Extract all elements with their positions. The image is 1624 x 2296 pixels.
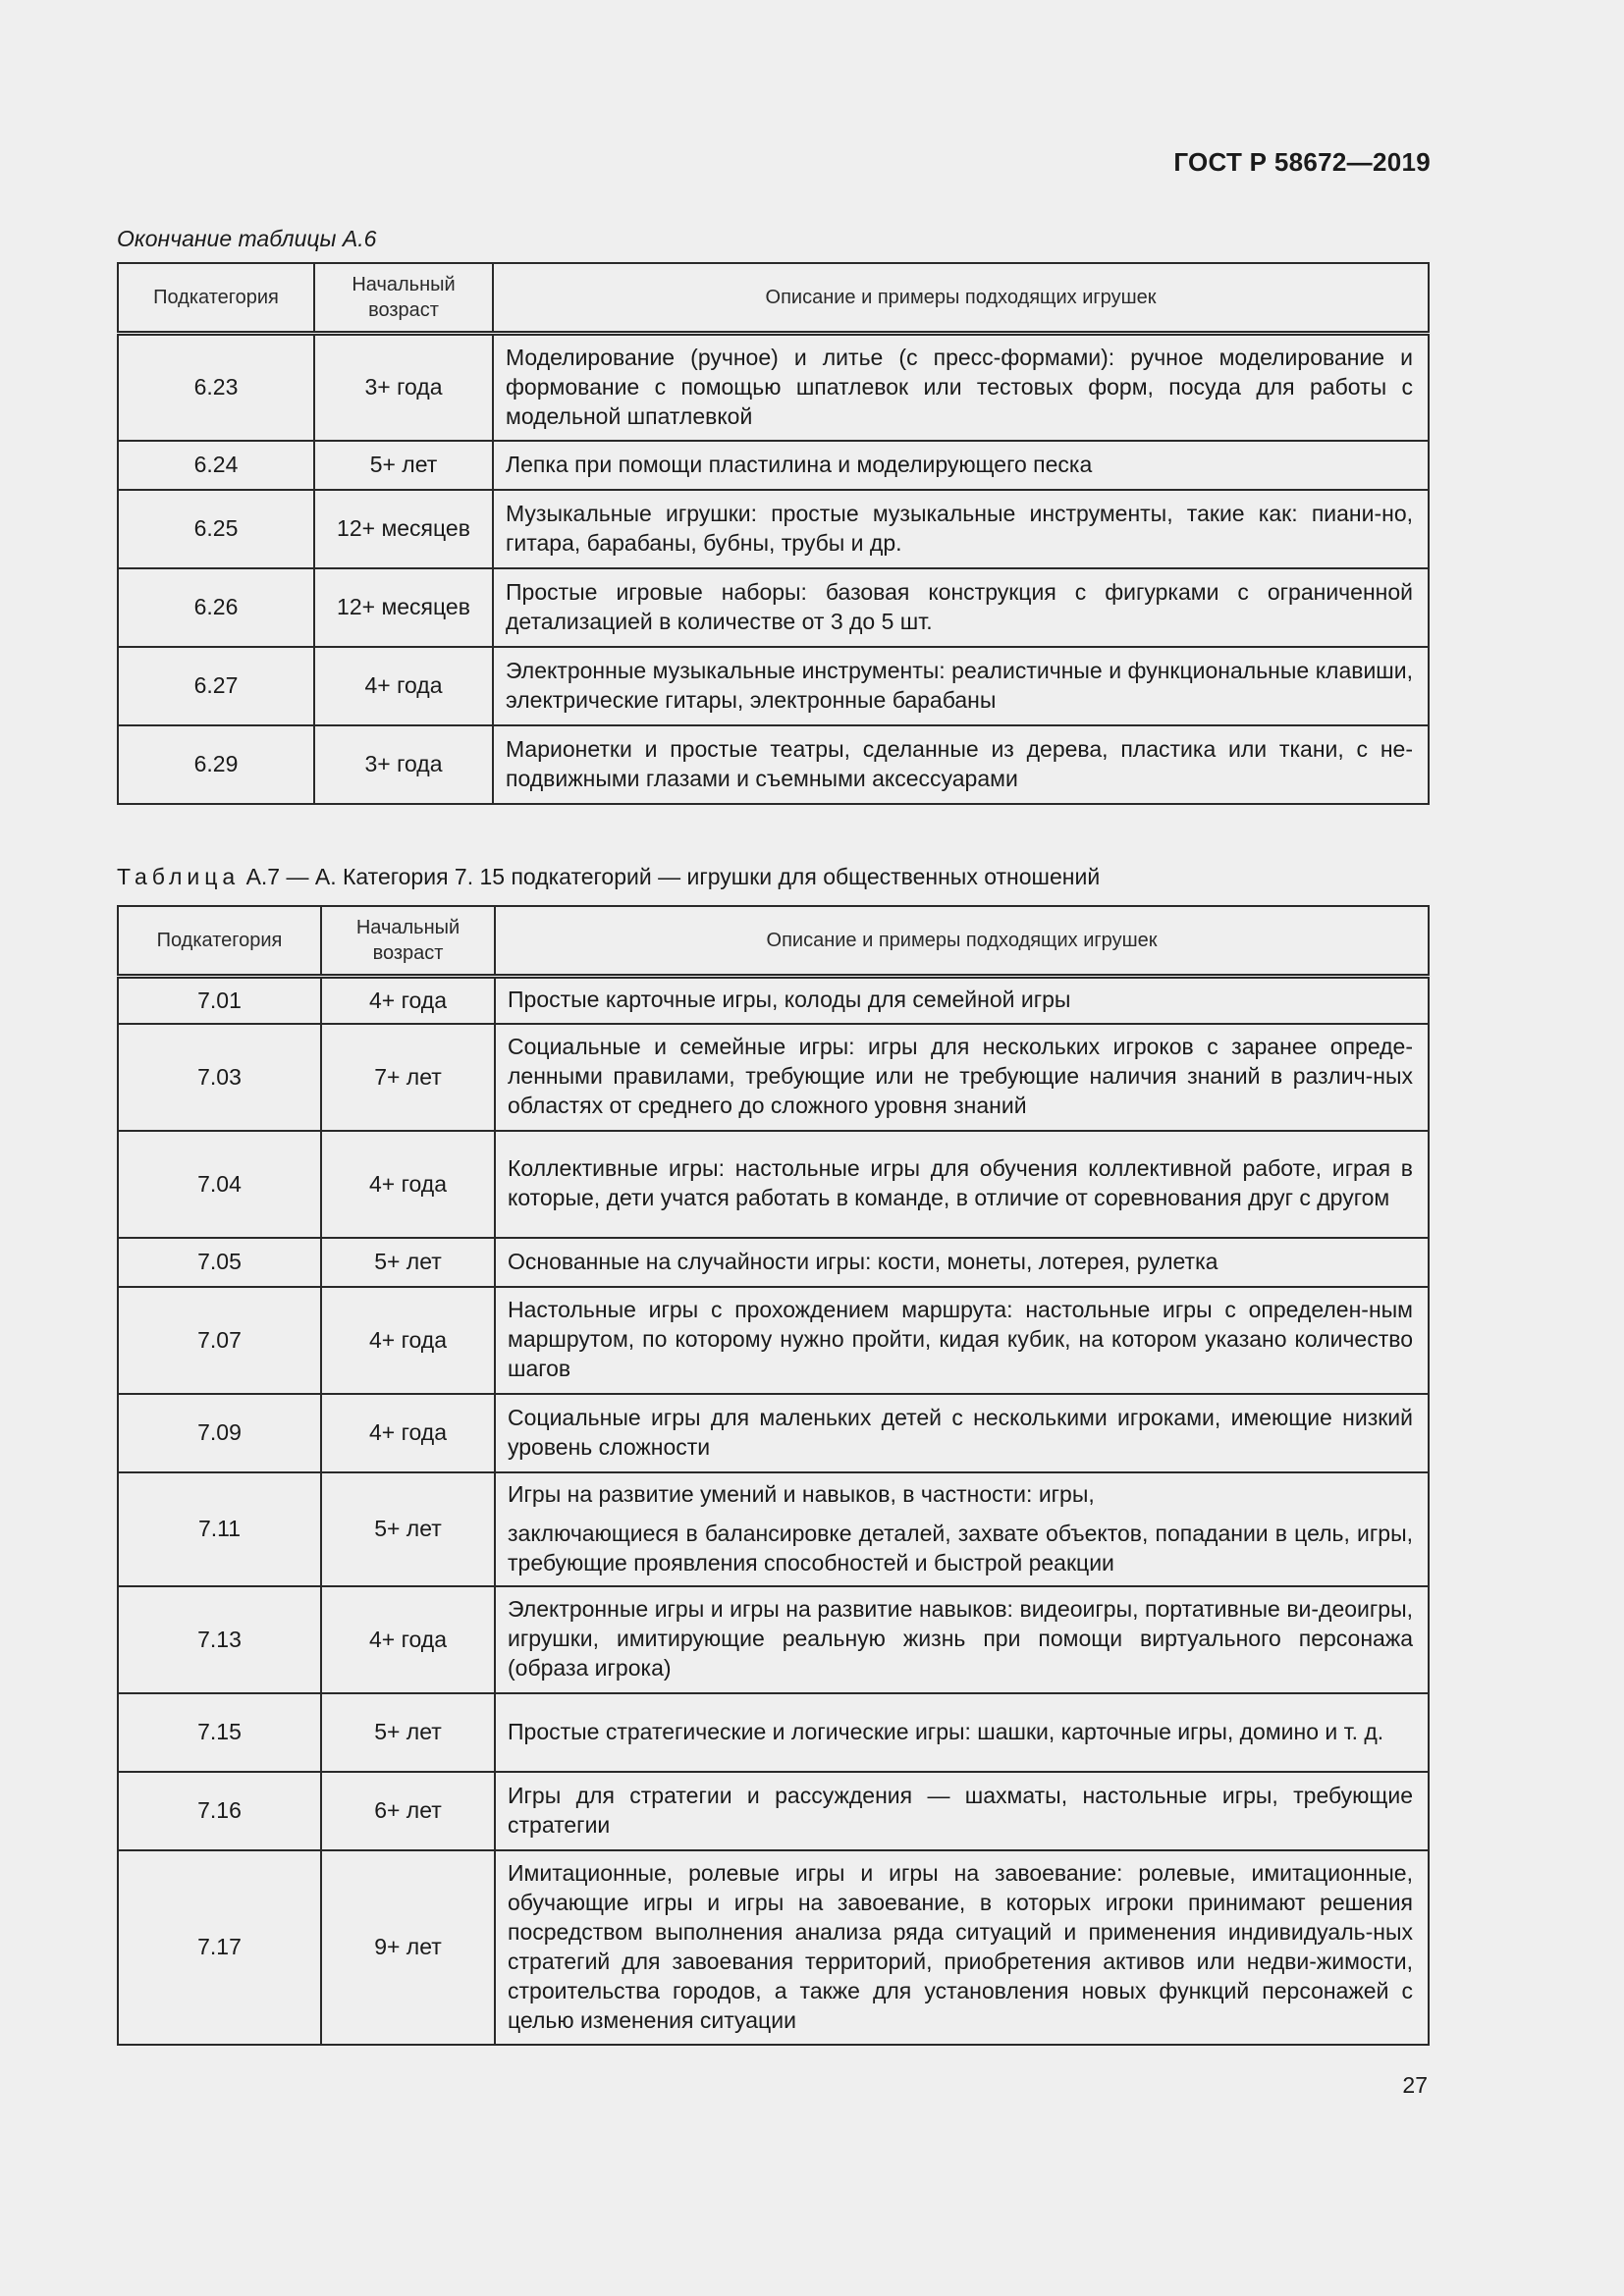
table-row bbox=[118, 334, 1429, 441]
age-cell: 5+ лет bbox=[321, 1238, 495, 1287]
page-number: 27 bbox=[1402, 2072, 1428, 2098]
subcategory-cell: 7.13 bbox=[118, 1586, 321, 1693]
description-cell: Социальные и семейные игры: игры для нескольких игроков с заранее опреде-ленными правилами, требующие или не требующие наличия знаний в различ-ных областях от среднего до сложного уровня знаний bbox=[495, 1024, 1429, 1131]
age-cell: 5+ лет bbox=[321, 1472, 495, 1586]
table-title: А.7 — А. Категория 7. 15 подкатегорий — игрушки для общественных отношений bbox=[240, 864, 1101, 889]
table-header-row bbox=[118, 906, 1429, 977]
table-row bbox=[118, 1394, 1429, 1472]
description-cell: Простые стратегические и логические игры: шашки, карточные игры, домино и т. д. bbox=[495, 1693, 1429, 1772]
subcategory-cell: 7.01 bbox=[118, 977, 321, 1024]
column-header-start-age: Начальный возраст bbox=[314, 263, 493, 334]
description-cell: Электронные игры и игры на развитие навыков: видеоигры, портативные ви-деоигры, игрушки, имитирующие реальную жизнь при помощи виртуального персонажа (образа игрока) bbox=[495, 1586, 1429, 1693]
subcategory-cell: 7.16 bbox=[118, 1772, 321, 1850]
age-cell: 9+ лет bbox=[321, 1850, 495, 2045]
age-cell: 3+ года bbox=[314, 334, 493, 441]
document-code: ГОСТ Р 58672—2019 bbox=[1173, 147, 1431, 177]
description-cell: Коллективные игры: настольные игры для обучения коллективной работе, играя в которые, дети учатся работать в команде, в отличие от соревнования друг с другом bbox=[495, 1131, 1429, 1238]
subcategory-cell: 7.15 bbox=[118, 1693, 321, 1772]
table-header-row bbox=[118, 263, 1429, 334]
subcategory-cell: 7.09 bbox=[118, 1394, 321, 1472]
table-row bbox=[118, 1287, 1429, 1394]
table-row bbox=[118, 647, 1429, 725]
subcategory-cell: 6.27 bbox=[118, 647, 314, 725]
table-row bbox=[118, 1850, 1429, 2045]
table-a7 bbox=[117, 905, 1430, 2046]
age-cell: 6+ лет bbox=[321, 1772, 495, 1850]
table-row bbox=[118, 1238, 1429, 1287]
age-cell: 7+ лет bbox=[321, 1024, 495, 1131]
column-header-subcategory: Подкатегория bbox=[118, 263, 314, 334]
table-row bbox=[118, 725, 1429, 804]
table-a7-caption bbox=[117, 864, 1100, 890]
subcategory-cell: 6.24 bbox=[118, 441, 314, 490]
table-row bbox=[118, 1472, 1429, 1586]
table-row bbox=[118, 1693, 1429, 1772]
column-header-description: Описание и примеры подходящих игрушек bbox=[495, 906, 1429, 977]
column-header-subcategory: Подкатегория bbox=[118, 906, 321, 977]
age-cell: 4+ года bbox=[321, 1131, 495, 1238]
description-cell bbox=[495, 1472, 1429, 1586]
description-cell: Простые карточные игры, колоды для семейной игры bbox=[495, 977, 1429, 1024]
column-header-start-age: Начальный возраст bbox=[321, 906, 495, 977]
age-cell: 3+ года bbox=[314, 725, 493, 804]
subcategory-cell: 6.23 bbox=[118, 334, 314, 441]
description-cell: Лепка при помощи пластилина и моделирующего песка bbox=[493, 441, 1429, 490]
description-cell: Настольные игры с прохождением маршрута: настольные игры с определен-ным маршрутом, по которому нужно пройти, кидая кубик, на котором указано количество шагов bbox=[495, 1287, 1429, 1394]
table-row bbox=[118, 977, 1429, 1024]
table-row bbox=[118, 1772, 1429, 1850]
subcategory-cell: 7.03 bbox=[118, 1024, 321, 1131]
age-cell: 4+ года bbox=[314, 647, 493, 725]
table-row bbox=[118, 1024, 1429, 1131]
subcategory-cell: 7.07 bbox=[118, 1287, 321, 1394]
table-a6 bbox=[117, 262, 1430, 805]
subcategory-cell: 7.04 bbox=[118, 1131, 321, 1238]
subcategory-cell: 7.11 bbox=[118, 1472, 321, 1586]
description-cell: Социальные игры для маленьких детей с несколькими игроками, имеющие низкий уровень сложности bbox=[495, 1394, 1429, 1472]
age-cell: 12+ месяцев bbox=[314, 490, 493, 568]
description-cell: Музыкальные игрушки: простые музыкальные инструменты, такие как: пиани-но, гитара, барабаны, бубны, трубы и др. bbox=[493, 490, 1429, 568]
subcategory-cell: 7.05 bbox=[118, 1238, 321, 1287]
age-cell: 4+ года bbox=[321, 977, 495, 1024]
description-cell: Основанные на случайности игры: кости, монеты, лотерея, рулетка bbox=[495, 1238, 1429, 1287]
description-cell: Моделирование (ручное) и литье (с пресс-формами): ручное моделирование и формование с помощью шпатлевок или тестовых форм, посуда для работы с модельной шпатлевкой bbox=[493, 334, 1429, 441]
table-label: Таблица bbox=[117, 864, 241, 889]
description-line: заключающиеся в балансировке деталей, захвате объектов, попадании в цель, игры, требующие проявления способностей и быстрой реакции bbox=[508, 1520, 1413, 1575]
age-cell: 5+ лет bbox=[321, 1693, 495, 1772]
column-header-description: Описание и примеры подходящих игрушек bbox=[493, 263, 1429, 334]
subcategory-cell: 6.29 bbox=[118, 725, 314, 804]
description-cell: Простые игровые наборы: базовая конструкция с фигурками с ограниченной детализацией в количестве от 3 до 5 шт. bbox=[493, 568, 1429, 647]
description-cell: Игры для стратегии и рассуждения — шахматы, настольные игры, требующие стратегии bbox=[495, 1772, 1429, 1850]
table-row bbox=[118, 490, 1429, 568]
table-row bbox=[118, 441, 1429, 490]
subcategory-cell: 6.25 bbox=[118, 490, 314, 568]
table-row bbox=[118, 568, 1429, 647]
table-a6-continuation-caption: Окончание таблицы А.6 bbox=[117, 226, 377, 251]
subcategory-cell: 6.26 bbox=[118, 568, 314, 647]
table-row bbox=[118, 1131, 1429, 1238]
age-cell: 4+ года bbox=[321, 1287, 495, 1394]
table-row bbox=[118, 1586, 1429, 1693]
description-cell: Марионетки и простые театры, сделанные из дерева, пластика или ткани, с не-подвижными глазами и съемными аксессуарами bbox=[493, 725, 1429, 804]
age-cell: 12+ месяцев bbox=[314, 568, 493, 647]
description-line: Игры на развитие умений и навыков, в частности: игры, bbox=[508, 1480, 1095, 1507]
description-cell: Имитационные, ролевые игры и игры на завоевание: ролевые, имитационные, обучающие игры и игры на завоевание, в которых игроки принимают решения посредством выполнения анализа ряда ситуаций и применения индивидуаль-ных стратегий для завоевания территорий, приобретения активов или недви-жимости, строительства городов, а также для установления новых функций персонажей с целью изменения ситуации bbox=[495, 1850, 1429, 2045]
age-cell: 4+ года bbox=[321, 1394, 495, 1472]
subcategory-cell: 7.17 bbox=[118, 1850, 321, 2045]
description-cell: Электронные музыкальные инструменты: реалистичные и функциональные клавиши, электрические гитары, электронные барабаны bbox=[493, 647, 1429, 725]
age-cell: 4+ года bbox=[321, 1586, 495, 1693]
age-cell: 5+ лет bbox=[314, 441, 493, 490]
